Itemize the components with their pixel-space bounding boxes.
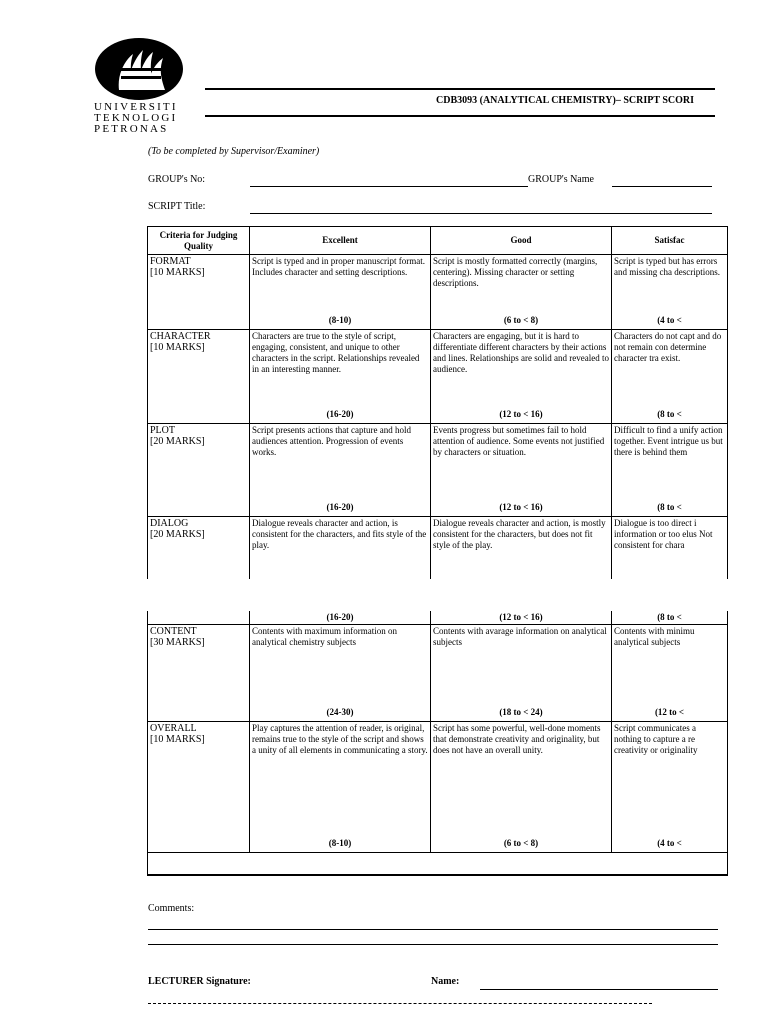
descriptor: Script is mostly formatted correctly (margins, centering). Missing character or setting descriptions. (433, 256, 598, 288)
criteria-name: CONTENT (150, 626, 197, 637)
lecturer-signature-label: LECTURER Signature: (148, 976, 251, 987)
logo-line-1: UNIVERSITI (94, 101, 178, 113)
score-range: (8 to < (657, 502, 682, 512)
excellent-cell (250, 424, 431, 517)
score-range: (16-20) (326, 502, 354, 512)
rubric-row-plot (148, 424, 728, 517)
criteria-name: CHARACTER (150, 331, 211, 342)
header-criteria: Criteria for Judging Quality (148, 227, 250, 255)
rubric-row-dialog-scores (148, 611, 728, 625)
score-range: (8-10) (328, 838, 352, 848)
group-name-field[interactable] (612, 186, 712, 187)
script-title-label: SCRIPT Title: (148, 201, 206, 212)
name-field[interactable] (480, 989, 718, 990)
rubric-table (147, 226, 728, 579)
criteria-name: PLOT (150, 425, 175, 436)
total-cell[interactable] (148, 853, 728, 875)
criteria-marks: [10 MARKS] (150, 342, 205, 353)
good-cell (431, 722, 612, 853)
good-cell (431, 517, 612, 579)
rubric-row-dialog (148, 517, 728, 579)
good-cell (431, 330, 612, 424)
header-excellent: Excellent (250, 227, 431, 255)
rubric-row-overall (148, 722, 728, 853)
descriptor: Dialogue is too direct i information or too elus Not consistent for chara (614, 518, 713, 550)
score-range: (12 to < (654, 707, 685, 717)
descriptor: Characters are true to the style of script, engaging, consistent, and unique to other characters in the script. Relationships revealed in an interesting manner. (252, 331, 420, 374)
name-label: Name: (431, 976, 460, 987)
score-range: (16-20) (250, 611, 431, 625)
score-range: (6 to < 8) (503, 315, 539, 325)
comments-line-2[interactable] (148, 944, 718, 945)
criteria-marks: [30 MARKS] (150, 637, 205, 648)
descriptor: Dialogue reveals character and action, is consistent for the characters, and fits style of the play. (252, 518, 427, 550)
excellent-cell (250, 330, 431, 424)
good-cell (431, 255, 612, 330)
excellent-cell (250, 625, 431, 722)
descriptor: Contents with maximum information on analytical chemistry subjects (252, 626, 397, 647)
criteria-cell (148, 611, 250, 625)
descriptor: Characters are engaging, but it is hard to differentiate different characters by their actions and lines. Relationships are solid and revealed to audience. (433, 331, 609, 374)
logo-flame-icon (115, 46, 167, 92)
criteria-cell (148, 424, 250, 517)
descriptor: Play captures the attention of reader, is original, remains true to the style of the script and shows a unity of all elements in communicating a story. (252, 723, 428, 755)
descriptor: Events progress but sometimes fail to hold attention of audience. Some events not justified by characters or situation. (433, 425, 605, 457)
score-range: (4 to < (657, 315, 682, 325)
rubric-row-format (148, 255, 728, 330)
cut-line (148, 1003, 652, 1004)
criteria-marks: [10 MARKS] (150, 734, 205, 745)
rubric-table-continued (147, 611, 728, 876)
criteria-cell (148, 722, 250, 853)
score-range: (4 to < (657, 838, 682, 848)
criteria-name: DIALOG (150, 518, 189, 529)
descriptor: Script is typed and in proper manuscript format. Includes character and setting descriptions. (252, 256, 425, 277)
satisfactory-cell (612, 424, 728, 517)
descriptor: Script has some powerful, well-done moments that demonstrate creativity and originality, but does not have an overall unity. (433, 723, 601, 755)
header-rule-top (205, 88, 715, 90)
descriptor: Dialogue reveals character and action, is mostly consistent for the characters, but does not fit style of the play. (433, 518, 606, 550)
comments-label: Comments: (148, 903, 195, 914)
good-cell (431, 625, 612, 722)
group-no-label: GROUP's No: (148, 174, 206, 185)
score-range: (12 to < 16) (499, 502, 543, 512)
descriptor: Script presents actions that capture and hold audiences attention. Progression of events works. (252, 425, 411, 457)
logo-line-2: TEKNOLOGI (94, 112, 178, 124)
score-range: (24-30) (326, 707, 354, 717)
header-rule-bottom (205, 115, 715, 117)
descriptor: Contents with avarage information on analytical subjects (433, 626, 607, 647)
header-satisfactory: Satisfac (612, 227, 728, 255)
logo-emblem (95, 38, 183, 100)
score-range: (12 to < 16) (499, 409, 543, 419)
score-range: (8 to < (657, 409, 682, 419)
descriptor: Contents with minimu analytical subjects (614, 626, 695, 647)
satisfactory-cell (612, 625, 728, 722)
criteria-cell (148, 255, 250, 330)
criteria-cell (148, 625, 250, 722)
rubric-row-content (148, 625, 728, 722)
score-range: (12 to < 16) (431, 611, 612, 625)
script-title-field[interactable] (250, 213, 712, 214)
satisfactory-cell (612, 722, 728, 853)
criteria-name: FORMAT (150, 256, 191, 267)
good-cell (431, 424, 612, 517)
group-no-field[interactable] (250, 186, 528, 187)
score-range: (6 to < 8) (503, 838, 539, 848)
criteria-marks: [20 MARKS] (150, 529, 205, 540)
university-logo (92, 38, 206, 134)
criteria-marks: [10 MARKS] (150, 267, 205, 278)
criteria-cell (148, 330, 250, 424)
rubric-total-row (148, 853, 728, 875)
satisfactory-cell (612, 255, 728, 330)
satisfactory-cell (612, 330, 728, 424)
score-range: (8 to < (612, 611, 728, 625)
rubric-row-character (148, 330, 728, 424)
group-name-label: GROUP's Name (528, 174, 594, 185)
descriptor: Difficult to find a unify action together. Event intrigue us but there is behind them (614, 425, 723, 457)
descriptor: Characters do not capt and do not remain con determine character tra exist. (614, 331, 722, 363)
header-good: Good (431, 227, 612, 255)
excellent-cell (250, 255, 431, 330)
satisfactory-cell (612, 517, 728, 579)
excellent-cell (250, 517, 431, 579)
logo-line-3: PETRONAS (94, 123, 169, 135)
descriptor: Script is typed but has errors and missing cha descriptions. (614, 256, 720, 277)
comments-line-1[interactable] (148, 929, 718, 930)
rubric-header-row (148, 227, 728, 255)
score-range: (16-20) (326, 409, 354, 419)
criteria-cell (148, 517, 250, 579)
score-range: (8-10) (328, 315, 352, 325)
score-range: (18 to < 24) (499, 707, 543, 717)
instruction-text: (To be completed by Supervisor/Examiner) (148, 146, 320, 157)
descriptor: Script communicates a nothing to capture a re creativity or originality (614, 723, 698, 755)
criteria-name: OVERALL (150, 723, 197, 734)
criteria-marks: [20 MARKS] (150, 436, 205, 447)
document-title: CDB3093 (ANALYTICAL CHEMISTRY)– SCRIPT SCORI (436, 95, 695, 106)
excellent-cell (250, 722, 431, 853)
